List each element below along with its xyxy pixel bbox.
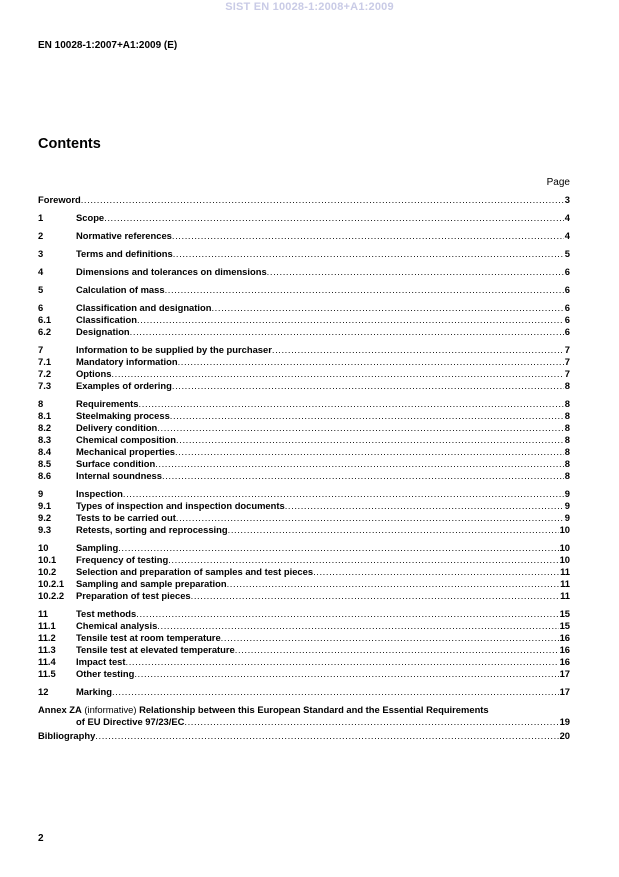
toc-entry-number: 8.2 bbox=[38, 422, 52, 433]
toc-entry-page: 3 bbox=[564, 194, 570, 205]
toc-entry-title: Normative references bbox=[76, 230, 172, 241]
toc-entry-page: 16 bbox=[559, 656, 570, 667]
toc-leader-dots bbox=[175, 446, 564, 458]
toc-entry-page: 11 bbox=[560, 566, 570, 577]
toc-entry-page: 8 bbox=[564, 398, 570, 409]
toc-group bbox=[38, 488, 570, 536]
toc-leader-dots bbox=[221, 632, 559, 644]
toc-leader-dots bbox=[235, 644, 559, 656]
toc-leader-dots bbox=[172, 230, 564, 242]
toc-entry-number: 11 bbox=[38, 608, 48, 619]
toc-leader-dots bbox=[134, 668, 558, 680]
toc-entry-page: 10 bbox=[559, 524, 570, 535]
toc-entry-title: Scope bbox=[76, 212, 105, 223]
toc-bibliography-page: 20 bbox=[559, 730, 570, 741]
toc-group bbox=[38, 266, 570, 278]
toc-leader-dots bbox=[136, 608, 558, 620]
toc-leader-dots bbox=[165, 284, 564, 296]
toc-leader-dots bbox=[155, 458, 564, 470]
toc-entry-title: Impact test bbox=[76, 656, 126, 667]
toc-entry-title: Mechanical properties bbox=[76, 446, 175, 457]
toc-entry[interactable] bbox=[38, 590, 570, 602]
toc-groups bbox=[38, 194, 570, 698]
toc-entry-title: Designation bbox=[76, 326, 130, 337]
toc-entry-number: 8 bbox=[38, 398, 44, 409]
toc-leader-dots bbox=[211, 302, 563, 314]
toc-entry-page: 9 bbox=[564, 500, 570, 511]
toc-entry-title: Calculation of mass bbox=[76, 284, 165, 295]
toc-leader-dots bbox=[111, 368, 563, 380]
toc-entry-number: 9.1 bbox=[38, 500, 52, 511]
toc-entry-number: 11.3 bbox=[38, 644, 56, 655]
toc-group bbox=[38, 284, 570, 296]
toc-entry-number: 8.6 bbox=[38, 470, 52, 481]
toc-entry[interactable] bbox=[38, 422, 570, 434]
toc-entry-page: 17 bbox=[559, 686, 570, 697]
toc-entry[interactable] bbox=[38, 566, 570, 578]
toc-entry[interactable] bbox=[38, 314, 570, 326]
toc-leader-dots bbox=[123, 488, 564, 500]
toc-entry[interactable] bbox=[38, 656, 570, 668]
toc-entry-title: Inspection bbox=[76, 488, 123, 499]
toc-entry-title: Foreword bbox=[38, 194, 81, 205]
toc-entry-title: Chemical composition bbox=[76, 434, 177, 445]
toc-leader-dots bbox=[126, 656, 559, 668]
toc-leader-dots bbox=[272, 344, 564, 356]
toc-entry-number: 7 bbox=[38, 344, 44, 355]
toc-entry-page: 6 bbox=[564, 284, 570, 295]
toc-entry[interactable] bbox=[38, 284, 570, 296]
toc-entry-page: 11 bbox=[560, 590, 570, 601]
toc-leader-dots bbox=[168, 554, 558, 566]
toc-entry-number: 10.1 bbox=[38, 554, 57, 565]
table-of-contents bbox=[38, 194, 570, 748]
toc-leader-dots bbox=[139, 398, 564, 410]
toc-entry-title: Retests, sorting and reprocessing bbox=[76, 524, 228, 535]
toc-entry-title: Sampling and sample preparation bbox=[76, 578, 227, 589]
toc-entry-title: Chemical analysis bbox=[76, 620, 158, 631]
toc-leader-dots bbox=[285, 500, 564, 512]
toc-entry-title: Surface condition bbox=[76, 458, 156, 469]
toc-leader-dots bbox=[95, 730, 558, 742]
toc-entry-title: Types of inspection and inspection documents bbox=[76, 500, 285, 511]
toc-entry-page: 10 bbox=[559, 542, 570, 553]
toc-leader-dots bbox=[118, 542, 558, 554]
toc-entry-page: 16 bbox=[559, 644, 570, 655]
toc-entry-title: Delivery condition bbox=[76, 422, 158, 433]
toc-entry[interactable] bbox=[38, 410, 570, 422]
toc-entry-page: 7 bbox=[564, 368, 570, 379]
toc-entry-title: Classification bbox=[76, 314, 137, 325]
toc-group bbox=[38, 230, 570, 242]
toc-entry-page: 8 bbox=[564, 458, 570, 469]
toc-leader-dots bbox=[104, 212, 564, 224]
toc-entry[interactable] bbox=[38, 248, 570, 260]
toc-leader-dots bbox=[184, 716, 558, 728]
toc-entry[interactable] bbox=[38, 266, 570, 278]
toc-leader-dots bbox=[81, 194, 564, 206]
toc-entry-title: Information to be supplied by the purchaser bbox=[76, 344, 272, 355]
toc-group bbox=[38, 194, 570, 206]
toc-entry[interactable] bbox=[38, 620, 570, 632]
toc-annex-line-1 bbox=[38, 704, 570, 716]
toc-leader-dots bbox=[172, 380, 564, 392]
toc-entry-number: 7.3 bbox=[38, 380, 52, 391]
toc-entry-page: 8 bbox=[564, 380, 570, 391]
toc-leader-dots bbox=[112, 686, 559, 698]
toc-entry-page: 8 bbox=[564, 434, 570, 445]
toc-entry-page: 15 bbox=[559, 620, 570, 631]
toc-entry-title: Other testing bbox=[76, 668, 135, 679]
toc-entry-title: Internal soundness bbox=[76, 470, 162, 481]
toc-leader-dots bbox=[176, 434, 564, 446]
toc-entry-number: 10.2.2 bbox=[38, 590, 65, 601]
toc-entry-title: Tests to be carried out bbox=[76, 512, 176, 523]
toc-entry-title: Mandatory information bbox=[76, 356, 178, 367]
toc-entry-number: 8.1 bbox=[38, 410, 52, 421]
toc-entry[interactable] bbox=[38, 446, 570, 458]
toc-group bbox=[38, 542, 570, 602]
toc-entry-title: Tensile test at room temperature bbox=[76, 632, 221, 643]
toc-entry[interactable] bbox=[38, 368, 570, 380]
toc-group bbox=[38, 302, 570, 338]
watermark: SIST EN 10028-1:2008+A1:2009 bbox=[225, 1, 394, 13]
page-column-label: Page bbox=[546, 177, 570, 188]
toc-entry[interactable] bbox=[38, 344, 570, 356]
toc-entry-number: 11.2 bbox=[38, 632, 56, 643]
toc-entry-page: 6 bbox=[564, 266, 570, 277]
toc-annex-entry[interactable] bbox=[38, 704, 570, 728]
toc-entry-number: 10.2.1 bbox=[38, 578, 65, 589]
toc-entry-title: Sampling bbox=[76, 542, 119, 553]
toc-entry-title: Steelmaking process bbox=[76, 410, 170, 421]
toc-entry-number: 8.4 bbox=[38, 446, 52, 457]
toc-bibliography-entry[interactable] bbox=[38, 730, 570, 742]
toc-entry-number: 11.1 bbox=[38, 620, 56, 631]
toc-entry-page: 4 bbox=[564, 230, 570, 241]
toc-leader-dots bbox=[157, 422, 564, 434]
toc-entry[interactable] bbox=[38, 230, 570, 242]
toc-entry-page: 4 bbox=[564, 212, 570, 223]
toc-entry[interactable] bbox=[38, 326, 570, 338]
toc-entry-number: 10 bbox=[38, 542, 49, 553]
toc-entry[interactable] bbox=[38, 380, 570, 392]
page-title: Contents bbox=[38, 136, 101, 152]
toc-entry[interactable] bbox=[38, 458, 570, 470]
toc-entry-number: 4 bbox=[38, 266, 44, 277]
toc-entry-number: 11.5 bbox=[38, 668, 56, 679]
toc-entry-title: Frequency of testing bbox=[76, 554, 169, 565]
toc-entry-number: 8.3 bbox=[38, 434, 52, 445]
document-id: EN 10028-1:2007+A1:2009 (E) bbox=[38, 40, 178, 51]
toc-annex-label: Annex ZA bbox=[38, 704, 82, 715]
toc-entry-number: 12 bbox=[38, 686, 49, 697]
toc-entry-page: 6 bbox=[564, 326, 570, 337]
toc-leader-dots bbox=[137, 314, 564, 326]
toc-entry-title: Dimensions and tolerances on dimensions bbox=[76, 266, 267, 277]
toc-group bbox=[38, 608, 570, 680]
toc-entry-page: 7 bbox=[564, 356, 570, 367]
toc-entry[interactable] bbox=[38, 470, 570, 482]
toc-entry-page: 17 bbox=[559, 668, 570, 679]
toc-entry[interactable] bbox=[38, 356, 570, 368]
toc-annex-page: 19 bbox=[559, 716, 570, 727]
toc-entry-page: 8 bbox=[564, 470, 570, 481]
toc-group bbox=[38, 212, 570, 224]
toc-entry[interactable] bbox=[38, 212, 570, 224]
toc-leader-dots bbox=[313, 566, 559, 578]
toc-leader-dots bbox=[227, 578, 560, 590]
toc-entry[interactable] bbox=[38, 302, 570, 314]
toc-entry-number: 6.1 bbox=[38, 314, 52, 325]
toc-entry-title: Options bbox=[76, 368, 112, 379]
toc-entry-title: Classification and designation bbox=[76, 302, 212, 313]
toc-entry-number: 9.2 bbox=[38, 512, 52, 523]
toc-entry-number: 9.3 bbox=[38, 524, 52, 535]
toc-entry[interactable] bbox=[38, 668, 570, 680]
toc-leader-dots bbox=[228, 524, 559, 536]
toc-entry-page: 8 bbox=[564, 422, 570, 433]
toc-annex-title-line-2: of EU Directive 97/23/EC bbox=[76, 716, 185, 727]
toc-leader-dots bbox=[267, 266, 564, 278]
toc-entry-number: 6.2 bbox=[38, 326, 52, 337]
toc-entry-title: Examples of ordering bbox=[76, 380, 172, 391]
toc-entry[interactable] bbox=[38, 434, 570, 446]
toc-leader-dots bbox=[130, 326, 564, 338]
toc-annex-line-2 bbox=[38, 716, 570, 728]
toc-entry-title: Requirements bbox=[76, 398, 139, 409]
toc-entry-number: 7.1 bbox=[38, 356, 52, 367]
toc-leader-dots bbox=[173, 248, 564, 260]
toc-annex-title-line-1 bbox=[38, 704, 489, 716]
toc-annex-title-text-1: Relationship between this European Standard and the Essential Requirements bbox=[139, 704, 489, 715]
toc-entry[interactable] bbox=[38, 500, 570, 512]
toc-entry-number: 1 bbox=[38, 212, 44, 223]
toc-entry-page: 6 bbox=[564, 302, 570, 313]
toc-entry[interactable] bbox=[38, 608, 570, 620]
toc-entry-number: 2 bbox=[38, 230, 44, 241]
toc-entry[interactable] bbox=[38, 554, 570, 566]
toc-entry[interactable] bbox=[38, 512, 570, 524]
toc-entry-page: 9 bbox=[564, 488, 570, 499]
toc-group bbox=[38, 398, 570, 482]
toc-entry-number: 9 bbox=[38, 488, 44, 499]
toc-entry-page: 11 bbox=[560, 578, 570, 589]
toc-entry-page: 6 bbox=[564, 314, 570, 325]
toc-entry-page: 7 bbox=[564, 344, 570, 355]
toc-entry-title: Test methods bbox=[76, 608, 137, 619]
toc-group bbox=[38, 248, 570, 260]
toc-entry-title: Preparation of test pieces bbox=[76, 590, 191, 601]
toc-entry[interactable] bbox=[38, 542, 570, 554]
toc-entry-title: Terms and definitions bbox=[76, 248, 173, 259]
toc-entry[interactable] bbox=[38, 398, 570, 410]
toc-entry-page: 8 bbox=[564, 410, 570, 421]
toc-entry[interactable] bbox=[38, 488, 570, 500]
toc-entry-number: 6 bbox=[38, 302, 44, 313]
toc-entry[interactable] bbox=[38, 578, 570, 590]
toc-entry-title: Tensile test at elevated temperature bbox=[76, 644, 235, 655]
toc-entry-page: 15 bbox=[559, 608, 570, 619]
toc-leader-dots bbox=[178, 356, 564, 368]
toc-entry-page: 10 bbox=[559, 554, 570, 565]
toc-group bbox=[38, 686, 570, 698]
toc-entry-number: 11.4 bbox=[38, 656, 56, 667]
toc-bibliography-title: Bibliography bbox=[38, 730, 96, 741]
toc-entry-page: 16 bbox=[559, 632, 570, 643]
toc-entry[interactable] bbox=[38, 632, 570, 644]
toc-entry-number: 3 bbox=[38, 248, 44, 259]
page-number: 2 bbox=[38, 833, 44, 844]
toc-entry-number: 8.5 bbox=[38, 458, 52, 469]
toc-annex-qualifier: (informative) bbox=[81, 704, 140, 715]
toc-entry-title: Selection and preparation of samples and test pieces bbox=[76, 566, 314, 577]
toc-entry[interactable] bbox=[38, 644, 570, 656]
toc-entry[interactable] bbox=[38, 194, 570, 206]
toc-entry-number: 7.2 bbox=[38, 368, 52, 379]
toc-leader-dots bbox=[176, 512, 564, 524]
toc-entry-page: 5 bbox=[564, 248, 570, 259]
toc-entry-page: 9 bbox=[564, 512, 570, 523]
toc-entry-title: Marking bbox=[76, 686, 112, 697]
toc-entry-number: 5 bbox=[38, 284, 44, 295]
toc-bibliography-row bbox=[38, 730, 570, 742]
toc-leader-dots bbox=[162, 470, 564, 482]
toc-leader-dots bbox=[157, 620, 558, 632]
toc-group bbox=[38, 344, 570, 392]
toc-entry-page: 8 bbox=[564, 446, 570, 457]
toc-leader-dots bbox=[191, 590, 559, 602]
toc-entry-number: 10.2 bbox=[38, 566, 57, 577]
toc-entry[interactable] bbox=[38, 686, 570, 698]
toc-leader-dots bbox=[170, 410, 564, 422]
toc-entry[interactable] bbox=[38, 524, 570, 536]
